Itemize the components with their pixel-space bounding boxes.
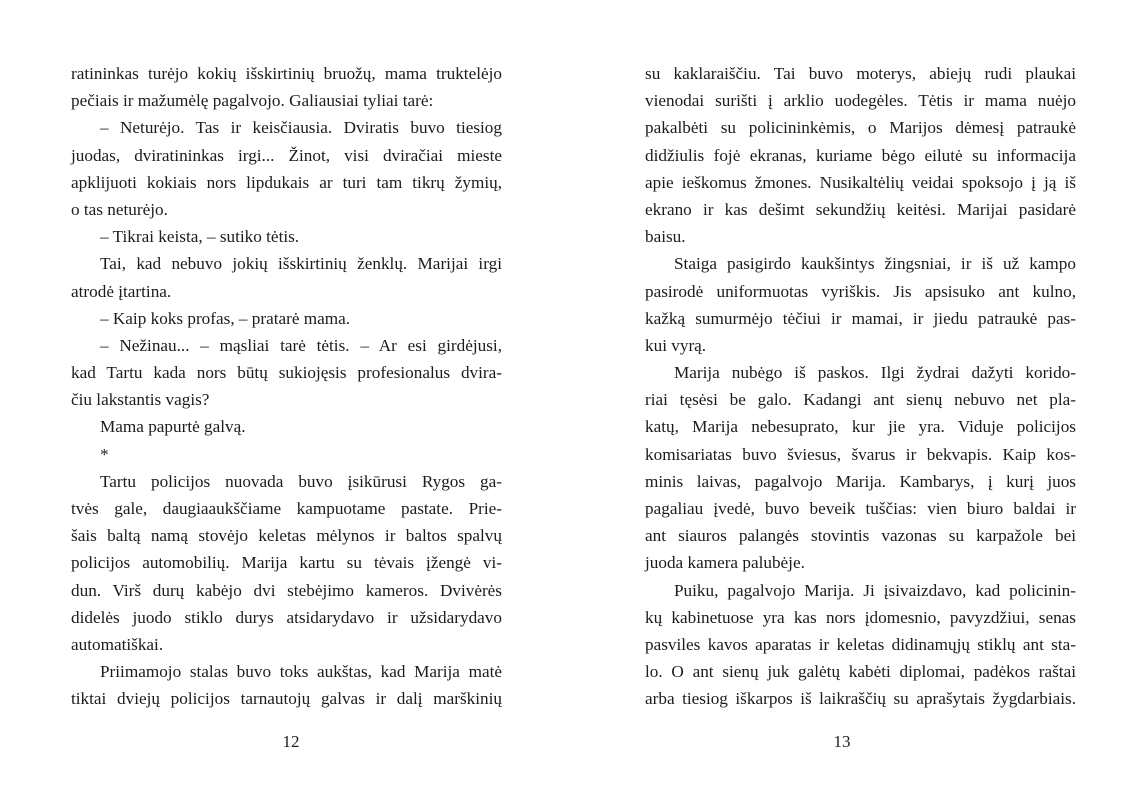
text-line: pečiais ir mažumėlę pagalvojo. Galiausiai tyliai tarė:	[71, 91, 434, 111]
text-line: policijos automobilių. Marija kartu su tėvais įžengė vi-	[71, 553, 502, 573]
text-line: *	[100, 444, 109, 464]
text-line: riai tęsėsi be galo. Kadangi ant sienų nebuvo net pla-	[645, 390, 1076, 410]
text-line: – Neturėjo. Tas ir keisčiausia. Dviratis buvo tiesiog	[100, 118, 502, 138]
text-line: ekrano ir kas dešimt sekundžių keitėsi. Marijai pasidarė	[645, 199, 1076, 219]
text-line: pasviles kavos aparatas ir keletas didinamųjų stiklų ant sta-	[645, 634, 1076, 654]
text-line: vienodai surišti į arklio uodegėles. Tėtis ir mama nuėjo	[645, 91, 1076, 111]
text-line: Puiku, pagalvojo Marija. Ji įsivaizdavo, kad policinin-	[674, 580, 1076, 600]
text-line: kažką sumurmėjo tėčiui ir mamai, ir jiedu patraukė pas-	[645, 308, 1076, 328]
text-line: Mama papurtė galvą.	[100, 417, 246, 437]
text-line: baisu.	[645, 227, 686, 247]
text-line: pasirodė uniformuotas vyriškis. Jis apsisuko ant kulno,	[645, 281, 1076, 301]
left-page-number: 12	[282, 732, 300, 751]
text-line: ant siauros palangės stovintis vazonas su karpažole bei	[645, 526, 1076, 546]
text-line: šais baltą namą stovėjo keletas mėlynos ir baltos spalvų	[71, 526, 502, 546]
text-line: Priimamojo stalas buvo toks aukštas, kad Marija matė	[100, 662, 502, 682]
text-line: – Tikrai keista, – sutiko tėtis.	[100, 227, 300, 247]
text-line: tvės gale, daugiaaukščiame kampuotame pastate. Prie-	[71, 499, 502, 518]
text-line: o tas neturėjo.	[71, 199, 168, 219]
text-line: ratininkas turėjo kokių išskirtinių bruožų, mama truktelėjo	[71, 64, 502, 83]
text-line: didžiulis fojė ekranas, kuriame bėgo eilutė su informacija	[645, 145, 1076, 165]
left-page-text	[71, 60, 502, 713]
text-line: Tai, kad nebuvo jokių išskirtinių ženklų. Marijai irgi	[100, 254, 502, 274]
text-line: komisariatas buvo šviesus, švarus ir bekvapis. Kaip kos-	[645, 444, 1076, 464]
text-line: pakalbėti su policininkėmis, o Marijos dėmesį patraukė	[645, 118, 1076, 138]
text-line: juoda kamera palubėje.	[645, 553, 805, 573]
text-line: Staiga pasigirdo kaukšintys žingsniai, ir iš už kampo	[674, 254, 1076, 274]
right-page	[567, 0, 1133, 801]
text-line: juodas, dviratininkas irgi... Žinot, visi dviračiai mieste	[71, 145, 502, 165]
text-line: – Nežinau... – mąsliai tarė tėtis. – Ar esi girdėjusi,	[100, 335, 502, 355]
text-line: čiu lakstantis vagis?	[71, 390, 210, 410]
text-line: kų kabinetuose yra kas nors įdomesnio, pavyzdžiui, senas	[645, 607, 1076, 627]
text-line: kad Tartu kada nors būtų sukiojęsis profesionalus dvira-	[71, 363, 502, 383]
text-line: dun. Virš durų kabėjo dvi stebėjimo kameros. Dvivėrės	[71, 580, 502, 600]
text-line: katų, Marija nebesuprato, kur jie yra. Viduje policijos	[645, 417, 1076, 437]
text-line: Marija nubėgo iš paskos. Ilgi žydrai dažyti korido-	[674, 363, 1076, 383]
text-line: – Kaip koks profas, – pratarė mama.	[100, 308, 351, 328]
text-line: didelės juodo stiklo durys atsidarydavo ir užsidarydavo	[71, 607, 502, 627]
text-line: pagaliau įvedė, buvo beveik tuščias: vien biuro baldai ir	[645, 499, 1076, 518]
text-line: apklijuoti kokiais nors lipdukais ar turi tam tikrų žymių,	[71, 172, 502, 192]
text-line: Tartu policijos nuovada buvo įsikūrusi Rygos ga-	[100, 471, 502, 491]
text-line: lo. O ant sienų juk galėtų kabėti diplomai, padėkos raštai	[645, 662, 1076, 682]
right-page-text	[645, 60, 1076, 713]
text-line: apie ieškomus žmones. Nusikaltėlių veidai spoksojo į ją iš	[645, 172, 1076, 192]
text-line: automatiškai.	[71, 634, 164, 654]
text-line: arba tiesiog iškarpos iš laikraščių su aprašytais žygdarbiais.	[645, 689, 1076, 709]
text-line: tiktai dviejų policijos tarnautojų galvas ir dalį marškinių	[71, 689, 502, 709]
text-line: kui vyrą.	[645, 335, 707, 355]
text-line: su kaklaraiščiu. Tai buvo moterys, abiejų rudi plaukai	[645, 64, 1076, 83]
text-line: minis laivas, pagalvojo Marija. Kambarys, į kurį juos	[645, 471, 1076, 491]
right-page-number: 13	[833, 732, 851, 751]
text-line: atrodė įtartina.	[71, 281, 172, 301]
left-page	[0, 0, 566, 801]
